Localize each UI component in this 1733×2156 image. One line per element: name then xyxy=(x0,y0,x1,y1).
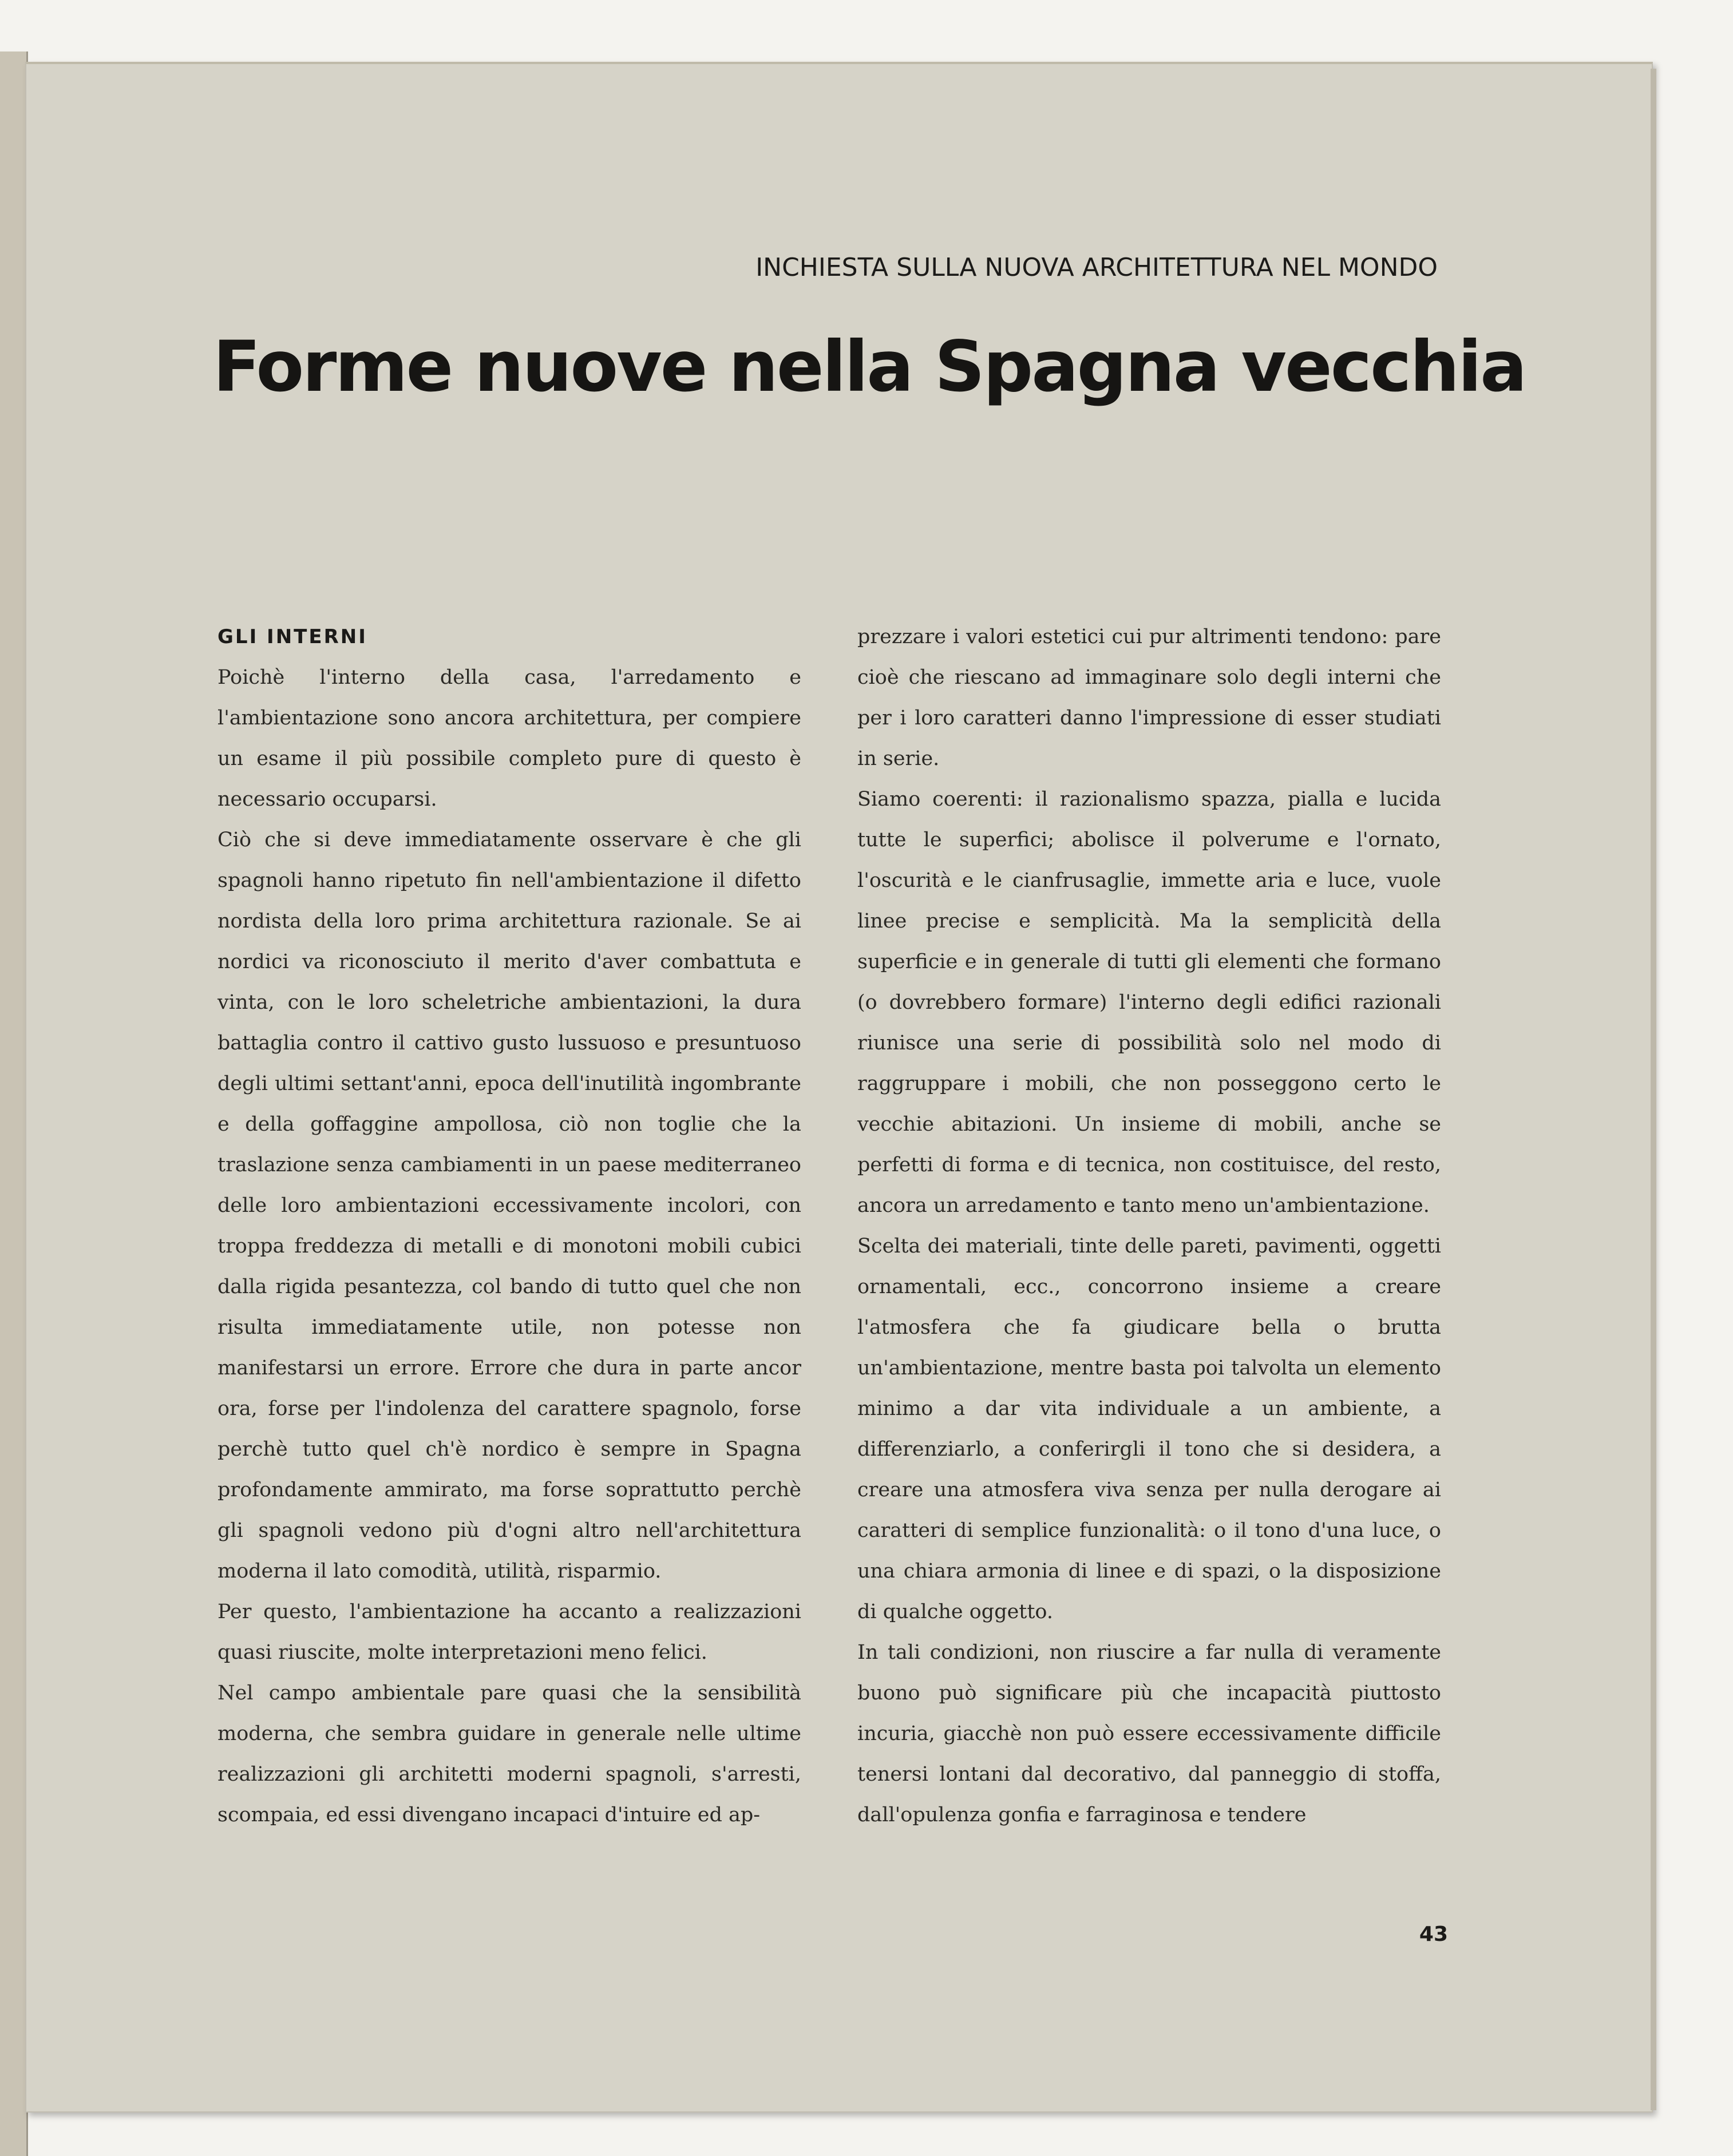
left-text-column xyxy=(217,617,801,1836)
paragraph: Per questo, l'ambientazione ha accanto a realizzazioni quasi riuscite, molte interpretazioni meno felici. xyxy=(217,1600,801,1664)
right-text-column xyxy=(857,617,1441,1836)
paragraph: Siamo coerenti: il razionalismo spazza, pialla e lucida tutte le superfici; abolisce il polverume e l'ornato, l'oscurità e le cianfrusaglie, immette aria e luce, vuole linee precise e semplicità. Ma la semplicità della superficie e in generale di tutti gli elementi che formano (o dovrebbero formare) l'interno degli edifici razionali riunisce una serie di possibilità solo nel modo di raggruppare i mobili, che non posseggono certo le vecchie abitazioni. Un insieme di mobili, anche se perfetti di forma e di tecnica, non costituisce, del resto, ancora un arredamento e tanto meno un'ambientazione. xyxy=(857,788,1441,1217)
article-headline: Forme nuove nella Spagna vecchia xyxy=(213,326,1526,407)
section-heading: GLI INTERNI xyxy=(217,625,367,648)
paragraph: Ciò che si deve immediatamente osservare è che gli spagnoli hanno ripetuto fin nell'ambientazione il difetto nordista della loro prima architettura razionale. Se ai nordici va riconosciuto il merito d'aver combattuta e vinta, con le loro scheletriche ambientazioni, la dura battaglia contro il cattivo gusto lussuoso e presuntuoso degli ultimi settant'anni, epoca dell'inutilità ingombrante e della goffaggine ampollosa, ciò non toglie che la traslazione senza cambiamenti in un paese mediterraneo delle loro ambientazioni eccessivamente incolori, con troppa freddezza di metalli e di monotoni mobili cubici dalla rigida pesantezza, col bando di tutto quel che non risulta immediatamente utile, non potesse non manifestarsi un errore. Errore che dura in parte ancor ora, forse per l'indolenza del carattere spagnolo, forse perchè tutto quel ch'è nordico è sempre in Spagna profondamente ammirato, ma forse soprattutto perchè gli spagnoli vedono più d'ogni altro nell'architettura moderna il lato comodità, utilità, risparmio. xyxy=(217,829,801,1583)
paragraph: In tali condizioni, non riuscire a far nulla di veramente buono può significare più che incapacità piuttosto incuria, giacchè non può essere eccessivamente difficile tenersi lontani dal decorativo, dal panneggio di stoffa, dall'opulenza gonfia e farraginosa e tendere xyxy=(857,1641,1441,1826)
left-page-edge xyxy=(0,51,28,2156)
series-kicker: INCHIESTA SULLA NUOVA ARCHITETTURA NEL MONDO xyxy=(755,253,1438,282)
paragraph: Nel campo ambientale pare quasi che la sensibilità moderna, che sembra guidare in generale nelle ultime realizzazioni gli architetti moderni spagnoli, s'arresti, scompaia, ed essi divengano incapaci d'intuire ed ap- xyxy=(217,1682,801,1826)
paragraph: prezzare i valori estetici cui pur altrimenti tendono: pare cioè che riescano ad immaginare solo degli interni che per i loro caratteri danno l'impressione di esser studiati in serie. xyxy=(857,625,1441,770)
page-number: 43 xyxy=(1419,1923,1448,1946)
paragraph: Scelta dei materiali, tinte delle pareti, pavimenti, oggetti ornamentali, ecc., concorrono insieme a creare l'atmosfera che fa giudicare bella o brutta un'ambientazione, mentre basta poi talvolta un elemento minimo a dar vita individuale a un ambiente, a differenziarlo, a conferirgli il tono che si desidera, a creare una atmosfera viva senza per nulla derogare ai caratteri di semplice funzionalità: o il tono d'una luce, o una chiara armonia di linee e di spazi, o la disposizione di qualche oggetto. xyxy=(857,1235,1441,1623)
right-page-edge xyxy=(1651,69,1656,2110)
paragraph: Poichè l'interno della casa, l'arredamento e l'ambientazione sono ancora architettura, per compiere un esame il più possibile completo pure di questo è necessario occuparsi. xyxy=(217,666,801,811)
